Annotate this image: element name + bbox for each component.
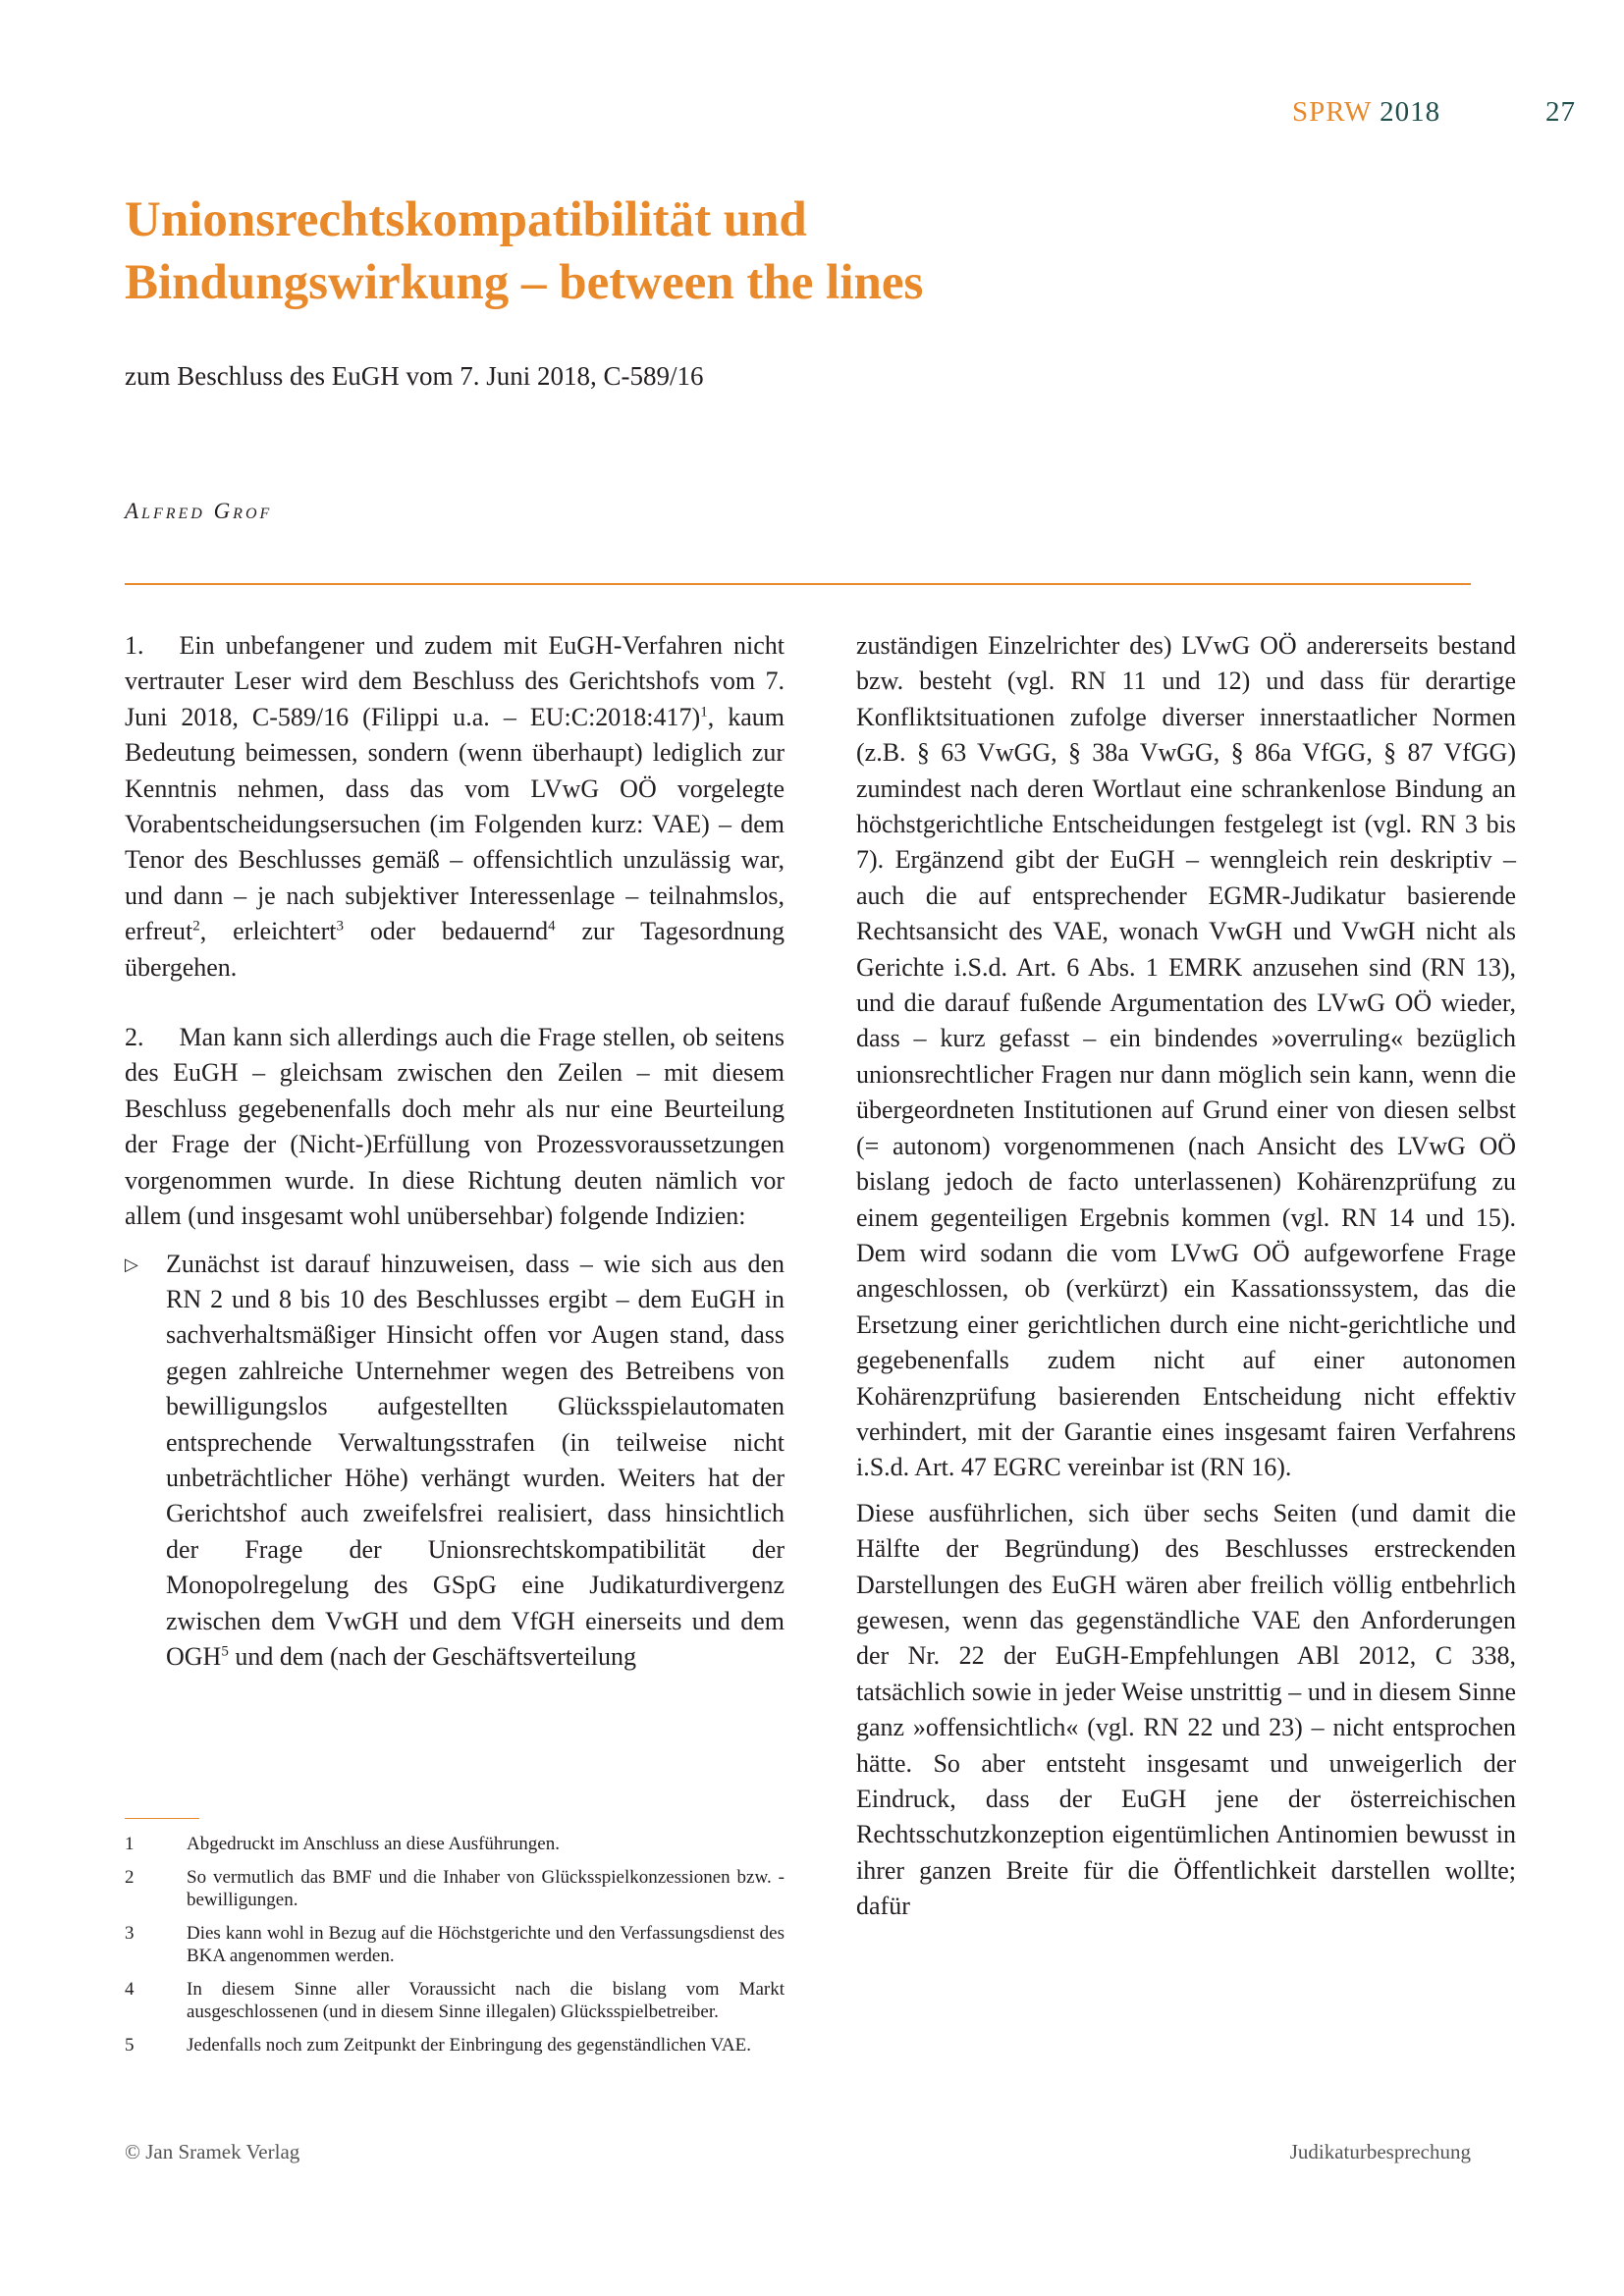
triangle-right-icon: ▷ bbox=[125, 1254, 138, 1274]
footnote-divider bbox=[125, 1818, 199, 1819]
right-column bbox=[856, 628, 1516, 1935]
journal-year: 2018 bbox=[1380, 96, 1441, 128]
footnote-1 bbox=[125, 1833, 785, 1855]
footnote-text: Abgedruckt im Anschluss an diese Ausführungen. bbox=[187, 1834, 560, 1854]
footnote-4 bbox=[125, 1978, 785, 2023]
publisher-credit: © Jan Sramek Verlag bbox=[125, 2140, 300, 2163]
journal-name: SPRW 2018 bbox=[1292, 96, 1441, 128]
footnote-text: Dies kann wohl in Bezug auf die Höchstgerichte und den Verfassungsdienst des BKA angenommen werden. bbox=[187, 1923, 785, 1966]
footnote-ref-5: 5 bbox=[221, 1643, 229, 1660]
paragraph-number: 1. bbox=[125, 631, 144, 660]
footnote-number: 4 bbox=[125, 1979, 135, 2000]
paragraph-continued: zuständigen Einzelrichter des) LVwG OÖ andererseits bestand bzw. besteht (vgl. RN 11 und 12) und dass für derartige Konfliktsituationen zufolge diverser innerstaatlicher Normen (z.B. § 63 VwGG, § 38a VwGG, § 86a VfGG, § 87 VfGG) zumindest nach deren Wortlaut eine schrankenlose Bindung an höchstgerichtliche Entscheidungen festgelegt ist (vgl. RN 3 bis 7). Ergänzend gibt der EuGH – wenngleich rein deskriptiv – auch die auf entsprechender EGMR-Judikatur basierende Rechtsansicht des VAE, wonach VwGH und VwGH nicht als Gerichte i.S.d. Art. 6 Abs. 1 EMRK anzusehen sind (RN 13), und die darauf fußende Argumentation des LVwG OÖ wieder, dass – kurz gefasst – ein bindendes »overruling« bezüglich unionsrechtlicher Fragen nur dann möglich sein kann, wenn die übergeordneten Institutionen auf Grund einer von diesen selbst (= autonom) vorgenommenen (nach Ansicht des LVwG OÖ bislang jedoch de facto unterlassenen) Kohärenzprüfung zu einem gegenteiligen Ergebnis kommen (vgl. RN 14 und 15). Dem wird sodann die vom LVwG OÖ aufgeworfene Frage angeschlossen, ob (verkürzt) ein Kassationssystem, das die Ersetzung einer gerichtlichen durch eine nicht-gerichtliche und gegebenenfalls zudem nicht auf einer autonomen Kohärenzprüfung basierenden Entscheidung nicht effektiv verhindert, mit der Garantie eines insgesamt fairen Verfahrens i.S.d. Art. 47 EGRC vereinbar ist (RN 16). bbox=[856, 631, 1516, 1482]
footnote-number: 1 bbox=[125, 1834, 135, 1854]
footnote-2 bbox=[125, 1866, 785, 1911]
footnote-ref-1: 1 bbox=[700, 704, 708, 721]
article-title-line-1: Unionsrechtskompatibilität und bbox=[125, 192, 807, 247]
footnote-3 bbox=[125, 1922, 785, 1967]
footnote-5 bbox=[125, 2034, 785, 2056]
left-column bbox=[125, 628, 785, 1675]
footnote-number: 3 bbox=[125, 1923, 135, 1944]
footnote-text: In diesem Sinne aller Voraussicht nach die bislang vom Markt ausgeschlossenen (und in diesem Sinne illegalen) Glücksspielbetreiber. bbox=[187, 1979, 785, 2022]
list-item: ▷ Zunächst ist darauf hinzuweisen, dass – wie sich aus den RN 2 und 8 bis 10 des Beschlusses ergibt – dem EuGH in sachverhaltsmäßiger Hinsicht offen vor Augen stand, dass gegen zahlreiche Unternehmer wegen des Betreibens von bewilligungslos aufgestellten Glücksspielautomaten entsprechende Verwaltungsstrafen (in teilweise nicht unbeträchtlicher Höhe) verhängt wurden. Weiters hat der Gerichtshof auch zweifelsfrei realisiert, dass hinsichtlich der Frage der Unionsrechtskompatibilität der Monopolregelung des GSpG eine Judikaturdivergenz zwischen dem VwGH und dem VfGH einerseits und dem OGH$^5$ und dem (nach der Geschäftsverteilung bbox=[125, 1247, 785, 1676]
article-subtitle: zum Beschluss des EuGH vom 7. Juni 2018, C-589/16 bbox=[125, 361, 704, 391]
footnote-ref-2: 2 bbox=[192, 918, 200, 934]
paragraph-3: Diese ausführlichen, sich über sechs Seiten (und damit die Hälfte der Begründung) des Beschlusses erstreckenden Darstellungen des EuGH wären aber freilich völlig entbehrlich gewesen, wenn das gegenständliche VAE den Anforderungen der Nr. 22 der EuGH-Empfehlungen ABl 2012, C 338, tatsächlich sowie in jeder Weise unstrittig – und in diesem Sinne ganz »offensichtlich« (vgl. RN 22 und 23) – nicht entsprochen hätte. So aber entsteht insgesamt und unweigerlich der Eindruck, dass der EuGH jene der österreichischen Rechtsschutzkonzeption eigentümlichen Antinomien bewusst in ihrer ganzen Breite für die Öffentlichkeit darstellen wollte; dafür bbox=[856, 1498, 1516, 1921]
author-name: Alfred Grof bbox=[125, 499, 273, 523]
footnote-number: 2 bbox=[125, 1867, 135, 1888]
footnote-text: So vermutlich das BMF und die Inhaber von Glücksspielkonzessionen bzw. -bewilligungen. bbox=[187, 1867, 785, 1910]
indicator-list bbox=[125, 1247, 785, 1676]
page-number: 27 bbox=[1545, 96, 1576, 128]
paragraph-2: 2. Man kann sich allerdings auch die Frage stellen, ob seitens des EuGH – gleichsam zwischen den Zeilen – mit diesem Beschluss gegebenenfalls doch mehr als nur eine Beurteilung der Frage der (Nicht-)Erfüllung von Prozessvoraussetzungen vorgenommen wurde. In diese Richtung deuten nämlich vor allem (und insgesamt wohl unübersehbar) folgende Indizien: bbox=[125, 1023, 785, 1231]
article-title-line-2: Bindungswirkung – between the lines bbox=[125, 255, 924, 310]
footnotes bbox=[125, 1833, 785, 2067]
footnote-text: Jedenfalls noch zum Zeitpunkt der Einbringung des gegenständlichen VAE. bbox=[187, 2035, 751, 2056]
running-header bbox=[1286, 96, 1576, 135]
footnote-ref-4: 4 bbox=[548, 918, 556, 934]
footnote-ref-3: 3 bbox=[336, 918, 344, 934]
article-title bbox=[125, 188, 1401, 314]
paragraph-1: 1. Ein unbefangener und zudem mit EuGH-Verfahren nicht vertrauter Leser wird dem Beschluss des Gerichtshofs vom 7. Juni 2018, C-589/16 (Filippi u.a. – EU:C:2018:417)$^1$, kaum Bedeutung beimessen, sondern (wenn überhaupt) lediglich zur Kenntnis nehmen, dass das vom LVwG OÖ vorgelegte Vorabentscheidungsersuchen (im Folgenden kurz: VAE) – dem Tenor des Beschlusses gemäß – offensichtlich unzulässig war, und dann – je nach subjektiver Interessenlage – teilnahmslos, erfreut$^2$, erleichtert$^3$ oder bedauernd$^4$ zur Tagesordnung übergehen. bbox=[125, 631, 785, 982]
section-name: Judikaturbesprechung bbox=[1289, 2140, 1471, 2163]
footnote-number: 5 bbox=[125, 2035, 135, 2056]
paragraph-number: 2. bbox=[125, 1023, 144, 1052]
title-divider bbox=[125, 583, 1471, 585]
